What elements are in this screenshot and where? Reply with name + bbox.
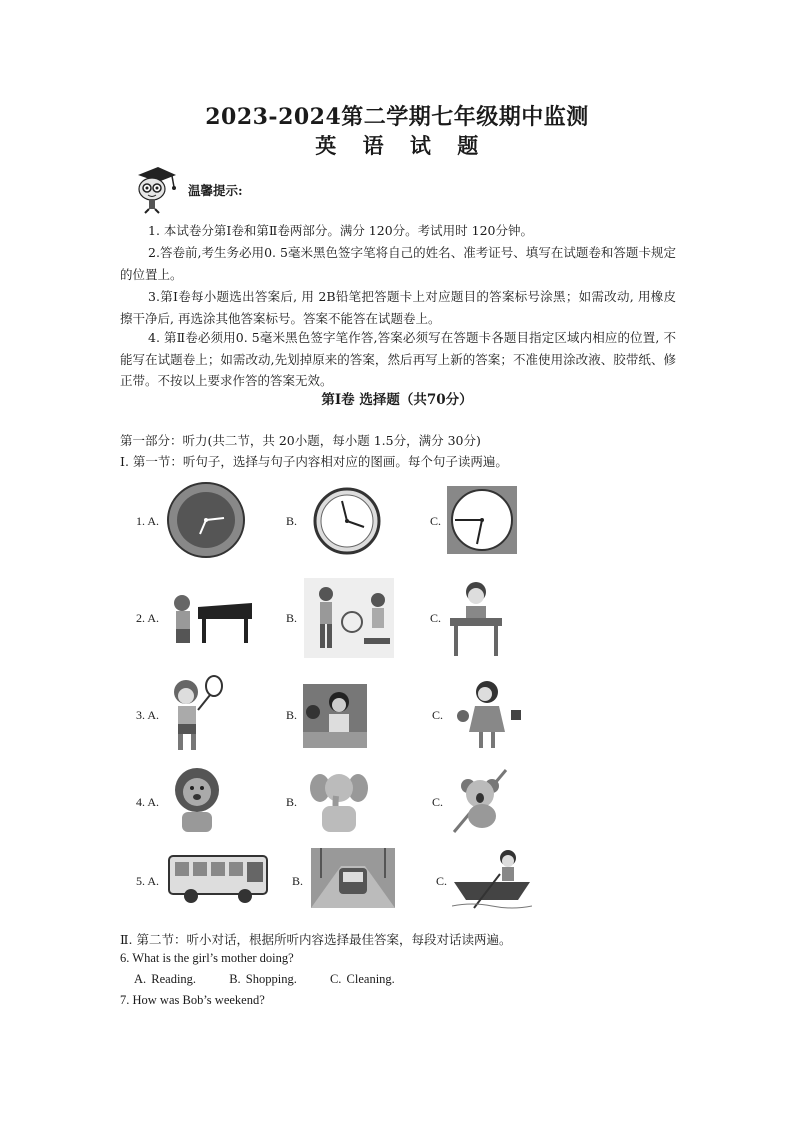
- tip-item-3: 3.第Ⅰ卷每小题选出答案后, 用 2B铅笔把答题卡上对应题目的答案标号涂黑；如需改动, 用橡皮擦干净后, 再选涂其他答案标号。答案不能答在试题卷上。: [120, 289, 676, 326]
- q1-label-a: 1. A.: [136, 514, 160, 528]
- clock-icon: [312, 487, 382, 555]
- tip-item-4: 4. 第Ⅱ卷必须用0. 5毫米黑色签字笔作答,答案必须写在答题卡各题目指定区域内相应的位置, 不能写在试题卷上；如需改动,先划掉原来的答案，然后再写上新的答案；不准使用涂改液、胶带纸、修正带。不按以上要求作答的答案无效。: [120, 330, 676, 388]
- koala-icon: [446, 764, 518, 836]
- subject-title: 英 语 试 题: [315, 133, 479, 158]
- q5-label-b: B.: [292, 874, 304, 888]
- people-at-table-icon: [303, 684, 367, 748]
- q2-label-b: B.: [286, 611, 298, 625]
- question-7: 7. How was Bob’s weekend?: [120, 993, 265, 1007]
- boy-playing-tennis-icon: [166, 672, 226, 754]
- tip-item-2: 2.答卷前,考生务必用0. 5毫米黑色签字笔将自己的姓名、准考证号、填写在试题卷和答题卡规定的位置上。: [120, 245, 676, 282]
- q5-label-a: 5. A.: [136, 874, 160, 888]
- q1-label-c: C.: [430, 514, 442, 528]
- q3-label-b: B.: [286, 708, 298, 722]
- section-title: 第Ⅰ卷 选择题（共70分）: [321, 392, 473, 408]
- exam-title: 2023-2024第二学期七年级期中监测: [205, 104, 589, 130]
- lion-icon: [168, 766, 226, 836]
- elephant-icon: [308, 766, 370, 836]
- train-icon: [311, 848, 395, 908]
- clock-icon: [447, 486, 517, 554]
- clock-icon: [166, 482, 246, 558]
- boy-rowing-boat-icon: [452, 846, 532, 912]
- q2-label-c: C.: [430, 611, 442, 625]
- listening-section1-instruction: Ⅰ. 第一节：听句子，选择与句子内容相对应的图画。每个句子读两遍。: [120, 454, 508, 469]
- q3-label-c: C.: [432, 708, 444, 722]
- listening-section2-instruction: Ⅱ. 第二节：听小对话，根据所听内容选择最佳答案，每段对话读两遍。: [120, 932, 512, 947]
- q5-label-c: C.: [436, 874, 448, 888]
- q2-label-a: 2. A.: [136, 611, 160, 625]
- girl-playing-piano-icon: [168, 585, 254, 647]
- people-exercising-icon: [304, 578, 394, 658]
- boy-at-desk-icon: [448, 578, 504, 658]
- tip-item-1: 1. 本试卷分第Ⅰ卷和第Ⅱ卷两部分。满分 120分。考试用时 120分钟。: [148, 223, 533, 238]
- q4-label-a: 4. A.: [136, 795, 160, 809]
- tips-label: 温馨提示:: [188, 183, 243, 198]
- girl-with-bag-icon: [455, 676, 527, 752]
- listening-part-heading: 第一部分：听力(共二节，共 20小题，每小题 1.5分，满分 30分): [120, 433, 481, 448]
- question-6-options: [134, 972, 423, 987]
- bus-icon: [167, 852, 271, 906]
- graduate-mascot-icon: [132, 165, 180, 215]
- q6-option-b: B. Shopping.: [229, 972, 297, 986]
- q6-option-a: A. Reading.: [134, 972, 197, 986]
- q4-label-c: C.: [432, 795, 444, 809]
- q3-label-a: 3. A.: [136, 708, 160, 722]
- q6-option-c: C. Cleaning.: [329, 972, 395, 986]
- q1-label-b: B.: [286, 514, 298, 528]
- q4-label-b: B.: [286, 795, 298, 809]
- question-6: 6. What is the girl’s mother doing?: [120, 951, 294, 965]
